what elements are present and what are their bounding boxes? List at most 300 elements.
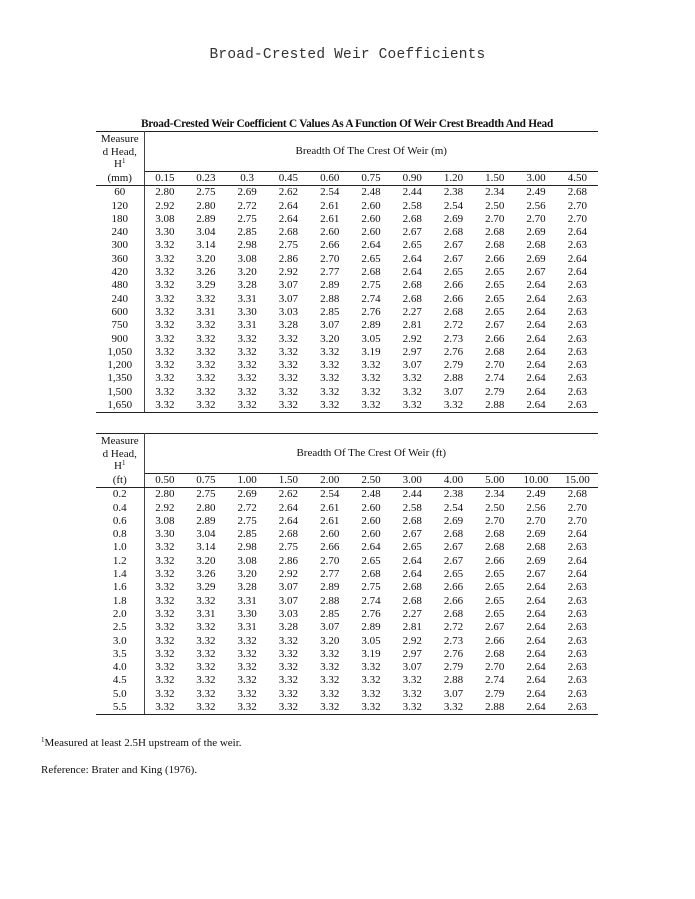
- coefficient-cell: 3.31: [237, 292, 257, 305]
- coefficient-cell: 2.63: [557, 701, 598, 715]
- coefficient-cell: 2.88: [443, 372, 464, 385]
- coefficient-cell: 3.32: [196, 385, 216, 398]
- column-header: 2.50: [350, 474, 391, 488]
- coefficient-cell: 3.32: [278, 359, 299, 372]
- coefficient-cell: 2.64: [567, 252, 587, 265]
- coefficient-cell: 3.32: [196, 674, 216, 687]
- coefficient-cell: 3.30: [155, 528, 175, 541]
- coefficient-cell: 3.07: [278, 292, 299, 305]
- coefficient-cell: 2.77: [320, 568, 340, 581]
- coefficient-cell: 2.64: [278, 514, 299, 527]
- coefficient-cell: 2.64: [526, 319, 546, 332]
- coefficient-cell: 2.64: [402, 554, 422, 567]
- coefficient-cell: 2.64: [526, 607, 546, 620]
- coefficient-cell: 3.32: [268, 399, 309, 413]
- coefficient-cell: 2.64: [567, 226, 587, 239]
- coefficient-cell: 3.32: [320, 359, 340, 372]
- coefficient-cell: 3.32: [196, 634, 216, 647]
- coefficient-cell: 2.68: [443, 607, 464, 620]
- column-header: 2.00: [309, 474, 350, 488]
- coefficient-cell: 2.64: [567, 266, 587, 279]
- coefficient-cell: 3.19: [361, 345, 381, 358]
- coefficient-cell: 2.70: [567, 199, 587, 212]
- coefficient-cell: 3.32: [237, 687, 257, 700]
- coefficient-cell: 3.32: [196, 594, 216, 607]
- coefficient-cell: 3.32: [402, 385, 422, 398]
- coefficient-cell: 2.50: [485, 199, 505, 212]
- coefficient-cell: 2.92: [402, 634, 422, 647]
- coefficient-cell: 2.64: [361, 239, 381, 252]
- coefficient-cell: 2.69: [237, 186, 257, 199]
- coefficient-cell: 2.44: [402, 488, 422, 501]
- coefficient-cell: 2.63: [567, 661, 587, 674]
- coefficient-cell: 2.79: [485, 385, 505, 398]
- coefficient-cell: 2.63: [567, 687, 587, 700]
- coefficient-cell: 2.76: [361, 305, 381, 318]
- row-head-value: 360: [96, 253, 144, 266]
- coefficient-cell: 2.61: [320, 514, 340, 527]
- coefficient-cell: 3.28: [237, 581, 257, 594]
- coefficient-cell: 2.89: [320, 581, 340, 594]
- coefficient-cell: 2.88: [474, 399, 515, 413]
- coefficient-cell: 2.65: [485, 594, 505, 607]
- coefficient-cell: 2.74: [361, 292, 381, 305]
- coefficient-cell: 2.60: [361, 528, 381, 541]
- coefficient-cell: 3.04: [196, 226, 216, 239]
- coefficient-cell: 3.32: [402, 674, 422, 687]
- coefficient-cell: 2.85: [320, 607, 340, 620]
- coefficient-cell: 2.62: [278, 488, 299, 501]
- coefficient-cell: 2.80: [155, 488, 175, 501]
- coefficient-cell: 2.60: [320, 528, 340, 541]
- column-header-row: [96, 172, 598, 186]
- coefficient-cell: 2.63: [567, 319, 587, 332]
- coefficient-cell: 2.74: [361, 594, 381, 607]
- coefficient-cell: 3.32: [392, 399, 433, 413]
- coefficient-cell: 2.70: [320, 252, 340, 265]
- coefficient-cell: 3.32: [320, 647, 340, 660]
- coefficient-cell: 2.76: [361, 607, 381, 620]
- column-header: 10.00: [515, 474, 556, 488]
- coefficient-cell: 3.32: [155, 661, 175, 674]
- coefficient-cell: 3.32: [402, 372, 422, 385]
- coefficient-cell: 2.74: [485, 372, 505, 385]
- coefficient-cell: 2.69: [526, 252, 546, 265]
- coefficient-cell: 2.66: [443, 594, 464, 607]
- coefficient-cell: 3.32: [155, 687, 175, 700]
- coefficient-cell: 2.76: [443, 345, 464, 358]
- footnote-text: Measured at least 2.5H upstream of the weir.: [44, 737, 242, 749]
- coefficient-cell: 2.68: [485, 239, 505, 252]
- coefficient-cell: 3.14: [196, 541, 216, 554]
- row-head-value: 4.0: [96, 661, 144, 674]
- coefficient-cell: 2.80: [155, 186, 175, 199]
- coefficient-cell: 2.58: [402, 501, 422, 514]
- coefficient-cell: 3.32: [278, 687, 299, 700]
- coefficient-cell: 3.32: [320, 661, 340, 674]
- coefficient-cell: 3.32: [361, 372, 381, 385]
- coefficient-cell: 2.72: [443, 621, 464, 634]
- coefficient-cell: 3.20: [196, 554, 216, 567]
- coefficient-cell: 3.32: [237, 385, 257, 398]
- coefficient-cell: 2.80: [196, 501, 216, 514]
- coefficient-cell: 3.30: [237, 607, 257, 620]
- row-head-value: 2.5: [96, 621, 144, 634]
- coefficient-cell: 2.60: [320, 226, 340, 239]
- coefficient-cell: 2.67: [485, 621, 505, 634]
- table-row: [96, 346, 598, 359]
- coefficient-cell: 3.26: [196, 568, 216, 581]
- coefficient-cell: 2.49: [526, 186, 546, 199]
- coefficient-cell: 3.32: [155, 239, 175, 252]
- coefficient-cell: 3.32: [144, 701, 185, 715]
- column-header: 15.00: [557, 474, 598, 488]
- row-head-value: 0.4: [96, 502, 144, 515]
- coefficient-cell: 2.75: [361, 581, 381, 594]
- coefficient-cell: 2.68: [567, 488, 587, 501]
- coefficient-cell: 2.70: [526, 212, 546, 225]
- column-header: 3.00: [392, 474, 433, 488]
- coefficient-cell: 3.32: [155, 266, 175, 279]
- coefficient-cell: 2.64: [278, 199, 299, 212]
- coefficient-cell: 3.32: [155, 541, 175, 554]
- coefficient-cell: 3.08: [155, 212, 175, 225]
- table-row: [96, 568, 598, 581]
- coefficient-cell: 3.32: [196, 687, 216, 700]
- coefficient-cell: 3.08: [237, 252, 257, 265]
- coefficient-cell: 3.32: [155, 607, 175, 620]
- coefficient-cell: 2.58: [402, 199, 422, 212]
- coefficient-cell: 3.30: [237, 305, 257, 318]
- coefficient-cell: 2.97: [402, 345, 422, 358]
- table-row: [96, 555, 598, 568]
- coefficient-cell: 2.63: [567, 305, 587, 318]
- coefficient-cell: 2.68: [361, 266, 381, 279]
- coefficient-cell: 3.32: [320, 674, 340, 687]
- column-header: 1.20: [433, 172, 474, 186]
- coefficient-cell: 2.63: [567, 279, 587, 292]
- table-row: [96, 306, 598, 319]
- coefficient-cell: 3.32: [237, 674, 257, 687]
- coefficient-cell: 3.32: [196, 345, 216, 358]
- coefficient-cell: 2.98: [237, 239, 257, 252]
- table-row: [96, 674, 598, 687]
- coefficient-cell: 3.32: [155, 372, 175, 385]
- table-row: [96, 333, 598, 346]
- coefficient-cell: 3.32: [278, 647, 299, 660]
- coefficient-cell: 2.64: [526, 305, 546, 318]
- coefficient-cell: 2.70: [485, 514, 505, 527]
- coefficient-cell: 2.76: [443, 647, 464, 660]
- coefficient-cell: 3.07: [278, 581, 299, 594]
- row-head-value: 4.5: [96, 674, 144, 687]
- coefficient-cell: 3.32: [196, 661, 216, 674]
- table-row: [96, 608, 598, 621]
- coefficient-cell: 2.80: [196, 199, 216, 212]
- coefficient-cell: 2.64: [526, 674, 546, 687]
- column-header: 1.50: [474, 172, 515, 186]
- coefficient-cell: 3.32: [227, 399, 268, 413]
- coefficient-cell: 3.32: [155, 594, 175, 607]
- column-header: 0.75: [185, 474, 226, 488]
- coefficient-cell: 2.65: [443, 266, 464, 279]
- table-row: [96, 266, 598, 279]
- coefficient-cell: 2.66: [320, 239, 340, 252]
- row-head-value: 3.5: [96, 648, 144, 661]
- coefficient-cell: 2.66: [485, 554, 505, 567]
- column-header: 0.3: [227, 172, 268, 186]
- coefficient-cell: 3.32: [237, 345, 257, 358]
- coefficient-cell: 2.75: [237, 514, 257, 527]
- coefficient-cell: 2.64: [567, 568, 587, 581]
- coefficient-cell: 3.32: [155, 305, 175, 318]
- coefficient-cell: 2.69: [526, 554, 546, 567]
- coefficient-cell: 3.20: [237, 568, 257, 581]
- coefficient-cell: 3.32: [155, 359, 175, 372]
- coefficient-cell: 2.68: [485, 345, 505, 358]
- coefficient-cell: 2.63: [567, 385, 587, 398]
- coefficient-cell: 2.79: [485, 687, 505, 700]
- coefficient-cell: 3.32: [237, 332, 257, 345]
- coefficient-cell: 2.63: [567, 607, 587, 620]
- table-row: [96, 253, 598, 266]
- coefficient-cell: 2.67: [402, 528, 422, 541]
- row-head-value: 1.2: [96, 555, 144, 568]
- coefficient-cell: 2.54: [443, 501, 464, 514]
- table-row: [96, 515, 598, 528]
- table-row: [96, 293, 598, 306]
- coefficient-cell: 3.32: [361, 385, 381, 398]
- coefficient-cell: 2.92: [278, 266, 299, 279]
- coefficient-cell: 2.66: [485, 252, 505, 265]
- coefficient-cell: 3.32: [155, 385, 175, 398]
- coefficient-cell: 2.68: [443, 305, 464, 318]
- coefficient-cell: 2.79: [443, 661, 464, 674]
- coefficient-cell: 2.89: [196, 514, 216, 527]
- coefficient-cell: 3.32: [185, 399, 226, 413]
- reference-note: Reference: Brater and King (1976).: [41, 764, 198, 776]
- row-head-value: 900: [96, 333, 144, 346]
- coefficient-cell: 2.70: [320, 554, 340, 567]
- coefficient-cell: 2.74: [485, 674, 505, 687]
- coefficient-cell: 3.31: [237, 594, 257, 607]
- table-row: [96, 661, 598, 674]
- coefficient-cell: 2.60: [361, 199, 381, 212]
- head-unit-label: (ft): [96, 474, 144, 488]
- coefficient-cell: 2.63: [557, 399, 598, 413]
- coefficient-cell: 2.61: [320, 501, 340, 514]
- coefficient-cell: 2.89: [196, 212, 216, 225]
- coefficient-cell: 2.67: [402, 226, 422, 239]
- row-head-value: 1.6: [96, 581, 144, 594]
- row-head-value: 1.4: [96, 568, 144, 581]
- coefficient-cell: 3.32: [196, 359, 216, 372]
- coefficient-cell: 2.63: [567, 594, 587, 607]
- coefficient-cell: 2.60: [361, 212, 381, 225]
- row-head-value: 600: [96, 306, 144, 319]
- coefficient-cell: 3.31: [237, 319, 257, 332]
- coefficient-cell: 3.32: [196, 647, 216, 660]
- coefficient-cell: 2.63: [567, 674, 587, 687]
- coefficient-cell: 2.34: [485, 488, 505, 501]
- coefficient-cell: 3.32: [155, 345, 175, 358]
- coefficient-cell: 2.92: [402, 332, 422, 345]
- table-row: [96, 213, 598, 226]
- coefficient-cell: 2.97: [402, 647, 422, 660]
- coefficient-cell: 2.60: [361, 226, 381, 239]
- coefficient-cell: 2.67: [443, 252, 464, 265]
- coefficient-cell: 3.32: [361, 674, 381, 687]
- row-head-value: 420: [96, 266, 144, 279]
- coefficient-cell: 2.66: [443, 581, 464, 594]
- coefficient-cell: 2.48: [361, 186, 381, 199]
- coefficient-cell: 2.54: [443, 199, 464, 212]
- coefficient-cell: 3.32: [278, 372, 299, 385]
- row-head-value: 300: [96, 239, 144, 252]
- table-row: [96, 581, 598, 594]
- coefficient-cell: 3.32: [278, 661, 299, 674]
- coefficient-cell: 3.32: [155, 252, 175, 265]
- coefficient-cell: 2.68: [526, 541, 546, 554]
- table-caption: Broad-Crested Weir Coefficient C Values As A Function Of Weir Crest Breadth And Head: [141, 118, 553, 130]
- coefficient-cell: 3.32: [320, 385, 340, 398]
- coefficient-cell: 2.64: [567, 554, 587, 567]
- coefficient-cell: 2.64: [278, 501, 299, 514]
- coefficient-cell: 3.32: [155, 292, 175, 305]
- coefficient-cell: 3.26: [196, 266, 216, 279]
- coefficient-cell: 2.79: [443, 359, 464, 372]
- coefficient-cell: 3.32: [155, 319, 175, 332]
- table-row: [96, 635, 598, 648]
- coefficient-cell: 3.07: [278, 594, 299, 607]
- coefficient-cell: 2.64: [526, 345, 546, 358]
- coefficient-cell: 2.56: [526, 199, 546, 212]
- coefficient-cell: 3.07: [402, 359, 422, 372]
- header-row: [96, 132, 598, 172]
- table-row: [96, 372, 598, 385]
- coefficient-cell: 2.77: [320, 266, 340, 279]
- coefficient-cell: 2.27: [402, 305, 422, 318]
- coefficient-cell: 2.68: [402, 279, 422, 292]
- coefficient-cell: 2.60: [361, 514, 381, 527]
- coefficient-cell: 2.66: [320, 541, 340, 554]
- coefficient-cell: 3.32: [155, 634, 175, 647]
- column-header: 1.50: [268, 474, 309, 488]
- column-header: 4.50: [557, 172, 598, 186]
- coefficient-cell: 2.64: [567, 528, 587, 541]
- coefficient-cell: 2.67: [443, 541, 464, 554]
- coefficient-cell: 2.64: [526, 621, 546, 634]
- coefficient-cell: 2.88: [320, 292, 340, 305]
- coefficient-cell: 3.07: [320, 621, 340, 634]
- coefficient-cell: 2.86: [278, 252, 299, 265]
- coefficient-cell: 2.68: [485, 647, 505, 660]
- coefficient-cell: 3.07: [443, 687, 464, 700]
- coefficient-cell: 2.67: [443, 239, 464, 252]
- coefficient-cell: 2.72: [237, 199, 257, 212]
- coefficient-cell: 2.63: [567, 332, 587, 345]
- coefficient-cell: 2.75: [278, 239, 299, 252]
- coefficient-cell: 2.64: [515, 701, 556, 715]
- coefficient-cell: 3.07: [443, 385, 464, 398]
- coefficient-cell: 2.75: [196, 488, 216, 501]
- coefficient-cell: 3.32: [392, 701, 433, 715]
- row-head-value: 3.0: [96, 635, 144, 648]
- column-header: 0.75: [350, 172, 391, 186]
- coefficient-cell: 3.32: [196, 372, 216, 385]
- coefficient-cell: 3.07: [278, 279, 299, 292]
- coefficient-cell: 3.28: [237, 279, 257, 292]
- coefficient-cell: 3.04: [196, 528, 216, 541]
- coefficient-cell: 3.20: [320, 332, 340, 345]
- coefficient-cell: 2.61: [320, 199, 340, 212]
- breadth-span-header: Breadth Of The Crest Of Weir (m): [144, 132, 598, 172]
- table-row: [96, 226, 598, 239]
- coefficient-cell: 3.32: [278, 385, 299, 398]
- coefficient-cell: 2.68: [402, 212, 422, 225]
- row-head-value: 1,050: [96, 346, 144, 359]
- coefficient-cell: 2.63: [567, 345, 587, 358]
- coefficient-cell: 2.63: [567, 359, 587, 372]
- coefficient-cell: 2.72: [237, 501, 257, 514]
- coefficient-cell: 3.32: [320, 687, 340, 700]
- column-header: 0.90: [392, 172, 433, 186]
- coefficient-cell: 2.69: [526, 226, 546, 239]
- coefficient-cell: 2.68: [402, 594, 422, 607]
- coefficient-cell: 2.85: [237, 528, 257, 541]
- row-head-value: 120: [96, 200, 144, 213]
- coefficient-cell: 2.65: [361, 252, 381, 265]
- table-row: [96, 200, 598, 213]
- coefficient-cell: 2.64: [526, 687, 546, 700]
- coefficient-cell: 2.65: [485, 292, 505, 305]
- coefficient-cell: 2.67: [526, 568, 546, 581]
- coefficient-cell: 2.68: [485, 226, 505, 239]
- coefficient-cell: 3.32: [144, 399, 185, 413]
- coefficient-cell: 2.48: [361, 488, 381, 501]
- coefficient-cell: 2.65: [443, 568, 464, 581]
- coefficient-cell: 2.65: [361, 554, 381, 567]
- coefficient-cell: 3.05: [361, 634, 381, 647]
- coefficient-cell: 2.64: [526, 292, 546, 305]
- coefficient-cell: 2.75: [361, 279, 381, 292]
- table-row: [96, 688, 598, 701]
- table-row: [96, 528, 598, 541]
- coefficient-cell: 2.66: [485, 634, 505, 647]
- coefficient-cell: 2.64: [515, 399, 556, 413]
- coefficient-cell: 2.56: [526, 501, 546, 514]
- column-header: 0.45: [268, 172, 309, 186]
- coefficient-cell: 3.20: [237, 266, 257, 279]
- coefficient-cell: 2.65: [485, 305, 505, 318]
- coefficient-cell: 2.66: [443, 292, 464, 305]
- coefficient-cell: 3.32: [278, 634, 299, 647]
- coefficient-cell: 3.32: [155, 621, 175, 634]
- coefficient-cell: 2.92: [155, 501, 175, 514]
- footnote: [41, 737, 242, 749]
- coefficient-cell: 2.64: [361, 541, 381, 554]
- coefficient-cell: 2.64: [278, 212, 299, 225]
- coefficient-cell: 2.66: [443, 279, 464, 292]
- table-row: [96, 502, 598, 515]
- column-header: 5.00: [474, 474, 515, 488]
- coefficient-cell: 2.63: [567, 541, 587, 554]
- coefficient-cell: 2.67: [526, 266, 546, 279]
- coefficient-cell: 2.81: [402, 319, 422, 332]
- coefficient-cell: 3.20: [196, 252, 216, 265]
- coefficient-cell: 3.32: [309, 701, 350, 715]
- coefficient-cell: 2.68: [278, 226, 299, 239]
